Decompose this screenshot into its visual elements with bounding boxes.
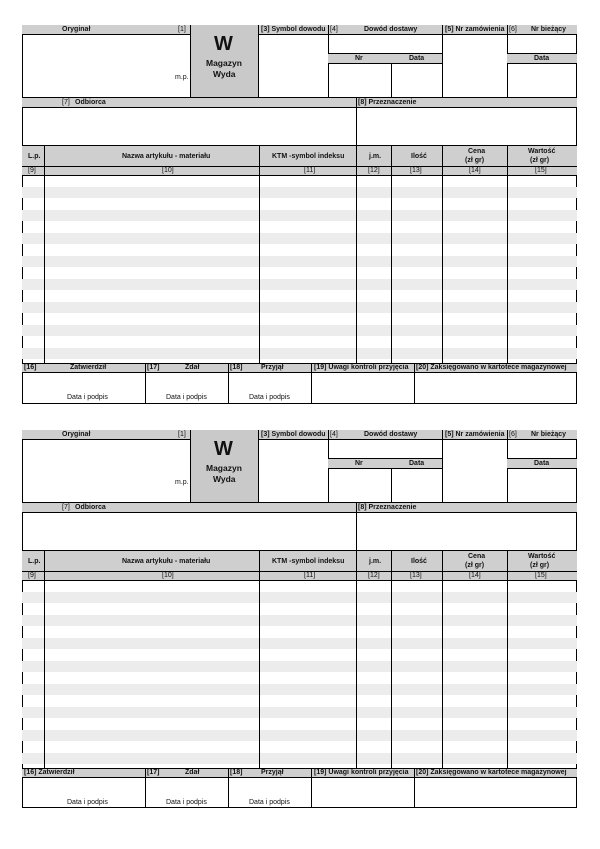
w-letter: W bbox=[214, 438, 233, 460]
cena-unit: (zł gr) bbox=[465, 562, 485, 569]
signature-caption: Data i podpis bbox=[166, 394, 207, 401]
zaksiegowano-label: [20] Zaksięgowano w kartotece magazynowej bbox=[416, 769, 567, 776]
column-header: j.m. bbox=[369, 153, 382, 160]
wartosc-unit: (zł gr) bbox=[530, 157, 550, 164]
field-number: [1] bbox=[178, 26, 186, 33]
data-label-2: Data bbox=[534, 460, 550, 467]
column-number: [10] bbox=[162, 167, 174, 174]
field-number: [18] bbox=[230, 769, 243, 776]
dowod-label: Dowód dostawy bbox=[364, 431, 418, 438]
column-number: [14] bbox=[469, 167, 481, 174]
signature-caption: Data i podpis bbox=[166, 799, 207, 806]
form-copy-2 bbox=[22, 430, 577, 808]
zatwierdzil-label: [16] Zatwierdził bbox=[24, 769, 75, 776]
field-number: [6] bbox=[509, 431, 517, 438]
column-number: [14] bbox=[469, 572, 481, 579]
zamowienie-label: [5] Nr zamówienia bbox=[445, 26, 505, 33]
mp-label: m.p. bbox=[175, 479, 189, 486]
column-header: Cena bbox=[468, 148, 486, 155]
przeznaczenie-label: [8] Przeznaczenie bbox=[358, 504, 417, 511]
field-number: [4] bbox=[330, 431, 338, 438]
przeznaczenie-label: [8] Przeznaczenie bbox=[358, 99, 417, 106]
data-label: Data bbox=[409, 460, 425, 467]
field-number: [7] bbox=[62, 99, 70, 106]
field-number: [17] bbox=[147, 364, 160, 371]
biezacy-label: Nr bieżący bbox=[531, 431, 567, 438]
uwagi-label: [19] Uwagi kontroli przyjęcia bbox=[314, 364, 409, 371]
column-header: KTM -symbol indeksu bbox=[272, 558, 345, 565]
column-number: [9] bbox=[28, 572, 36, 579]
przyjal-label: Przyjął bbox=[261, 769, 284, 776]
symbol-label: [3] Symbol dowodu bbox=[261, 26, 326, 33]
column-number: [10] bbox=[162, 572, 174, 579]
column-number: [12] bbox=[368, 167, 380, 174]
w-line1: Magazyn bbox=[206, 58, 242, 68]
field-number: [18] bbox=[230, 364, 243, 371]
zatwierdzil-label: Zatwierdził bbox=[70, 364, 107, 371]
data-label: Data bbox=[409, 55, 425, 62]
signature-caption: Data i podpis bbox=[249, 799, 290, 806]
data-label-2: Data bbox=[534, 55, 550, 62]
cena-unit: (zł gr) bbox=[465, 157, 485, 164]
w-line2: Wyda bbox=[213, 69, 236, 79]
column-number: [9] bbox=[28, 167, 36, 174]
column-header: Ilość bbox=[411, 153, 427, 160]
column-header: L.p. bbox=[28, 153, 41, 160]
column-header: Wartość bbox=[528, 553, 556, 560]
wartosc-unit: (zł gr) bbox=[530, 562, 550, 569]
original-label: Oryginał bbox=[62, 431, 91, 438]
form-copy-1 bbox=[22, 25, 577, 404]
zamowienie-label: [5] Nr zamówienia bbox=[445, 431, 505, 438]
field-number: [1] bbox=[178, 431, 186, 438]
field-number: [4] bbox=[330, 26, 338, 33]
column-number: [12] bbox=[368, 572, 380, 579]
signature-caption: Data i podpis bbox=[67, 394, 108, 401]
signature-caption: Data i podpis bbox=[67, 799, 108, 806]
column-number: [15] bbox=[535, 167, 547, 174]
dowod-label: Dowód dostawy bbox=[364, 26, 418, 33]
column-header: L.p. bbox=[28, 558, 41, 565]
header-bar bbox=[22, 25, 190, 34]
przyjal-label: Przyjął bbox=[261, 364, 284, 371]
signature-caption: Data i podpis bbox=[249, 394, 290, 401]
column-header: KTM -symbol indeksu bbox=[272, 153, 345, 160]
uwagi-label: [19] Uwagi kontroli przyjęcia bbox=[314, 769, 409, 776]
column-header: Nazwa artykułu - materiału bbox=[122, 153, 211, 160]
column-header: Cena bbox=[468, 553, 486, 560]
field-number: [17] bbox=[147, 769, 160, 776]
nr-label: Nr bbox=[355, 460, 363, 467]
zaksiegowano-label: [20] Zaksięgowano w kartotece magazynowej bbox=[416, 364, 567, 371]
column-number: [11] bbox=[304, 572, 316, 579]
zdal-label: Zdał bbox=[185, 769, 200, 776]
column-header: Ilość bbox=[411, 558, 427, 565]
column-header: j.m. bbox=[369, 558, 382, 565]
w-line2: Wyda bbox=[213, 474, 236, 484]
column-number: [13] bbox=[410, 167, 422, 174]
column-number: [13] bbox=[410, 572, 422, 579]
biezacy-label: Nr bieżący bbox=[531, 26, 567, 33]
field-number: [6] bbox=[509, 26, 517, 33]
column-number: [11] bbox=[304, 167, 316, 174]
nr-label: Nr bbox=[355, 55, 363, 62]
column-header: Wartość bbox=[528, 148, 556, 155]
column-number: [15] bbox=[535, 572, 547, 579]
odbiorca-label: Odbiorca bbox=[75, 504, 106, 511]
symbol-label: [3] Symbol dowodu bbox=[261, 431, 326, 438]
mp-label: m.p. bbox=[175, 74, 189, 81]
field-number: [7] bbox=[62, 504, 70, 511]
field-number: [16] bbox=[24, 364, 37, 371]
w-letter: W bbox=[214, 33, 233, 55]
original-label: Oryginał bbox=[62, 26, 91, 33]
zdal-label: Zdał bbox=[185, 364, 200, 371]
w-line1: Magazyn bbox=[206, 463, 242, 473]
column-header: Nazwa artykułu - materiału bbox=[122, 558, 211, 565]
odbiorca-label: Odbiorca bbox=[75, 99, 106, 106]
